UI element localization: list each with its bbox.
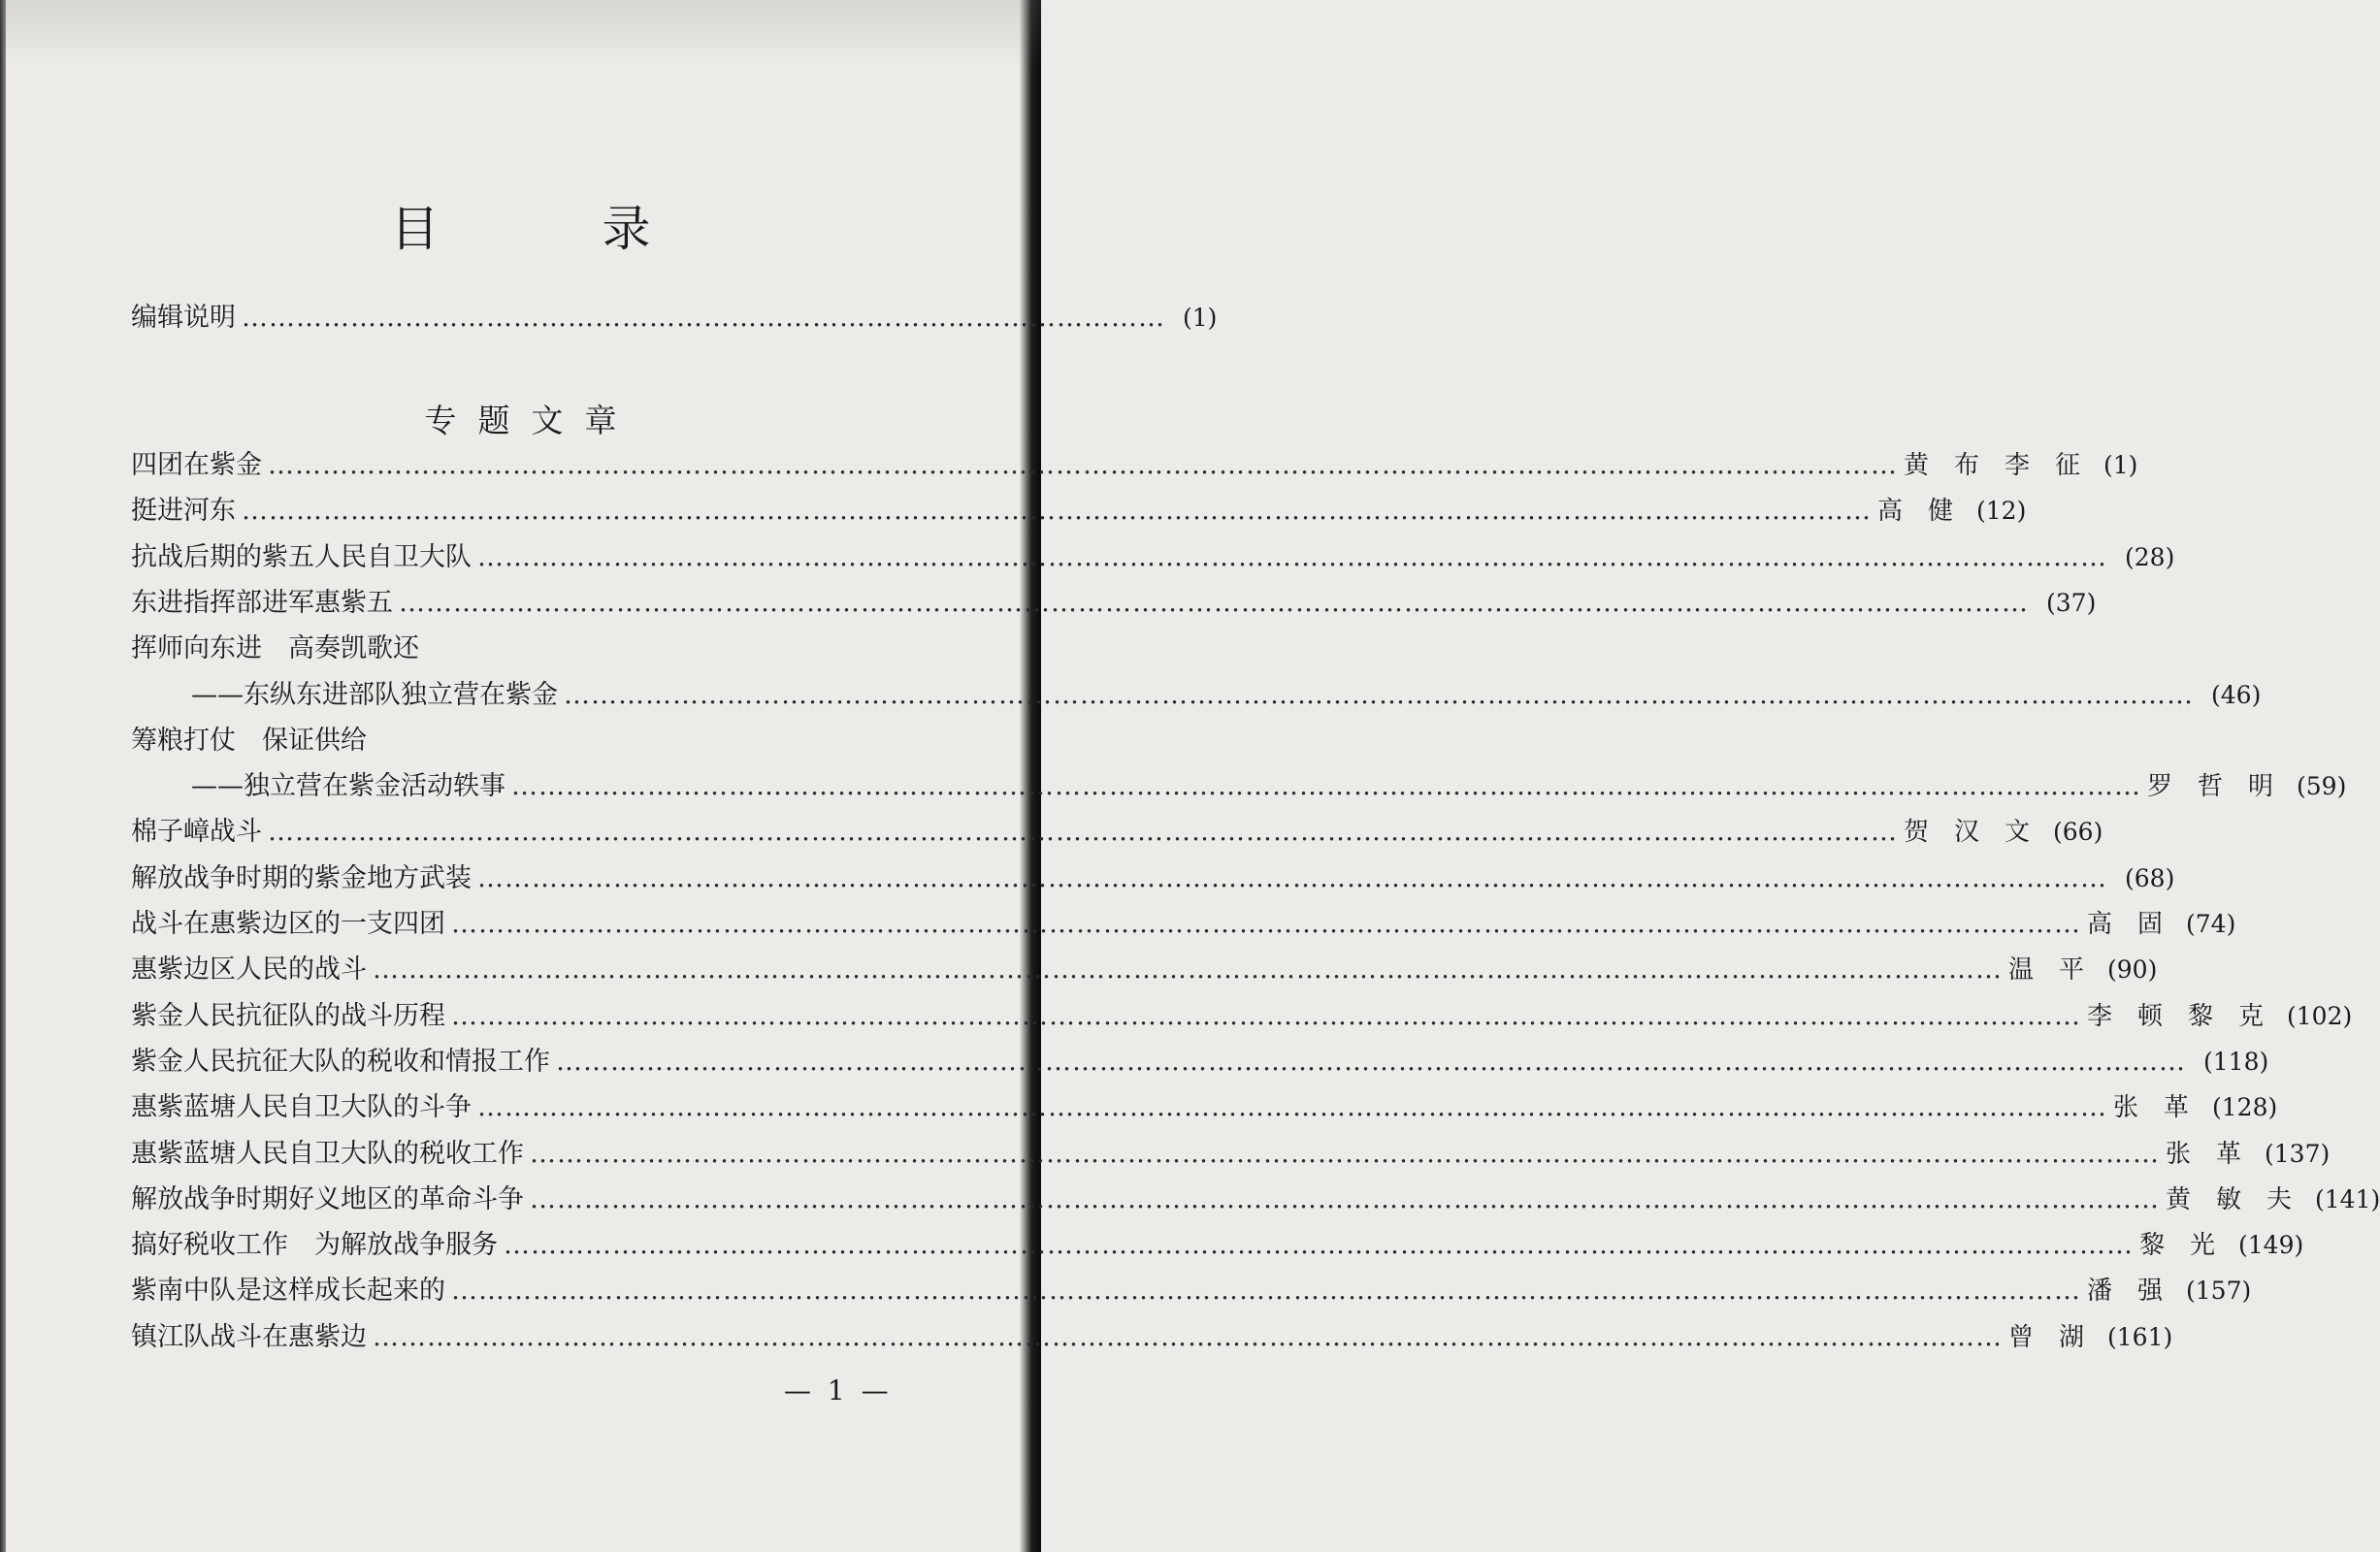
toc-row: [131, 538, 2175, 577]
toc-entry-title: 东进指挥部进军惠紫五: [131, 588, 393, 618]
dot-leader: ………………………………………………………………………………………………………………………………………………………………: [373, 1322, 2003, 1352]
toc-entry-title: 搞好税收工作 为解放战争服务: [131, 1230, 498, 1260]
toc-row: [131, 722, 927, 760]
toc-entry-page: (37): [2046, 589, 2097, 617]
toc-row: [131, 1088, 2278, 1127]
toc-entry-page: (118): [2203, 1048, 2269, 1076]
toc-entry-title: 战斗在惠紫边区的一支四团: [131, 909, 445, 939]
toc-entry-title: 棉子嶂战斗: [131, 817, 262, 847]
toc-row: [131, 1043, 2269, 1082]
toc-entry-page: (149): [2238, 1231, 2304, 1259]
toc-entry-title: ——独立营在紫金活动轶事: [191, 771, 505, 801]
toc-entry-title: 四团在紫金: [131, 450, 262, 480]
toc-entry-author: 曾湖: [2008, 1323, 2110, 1352]
toc-entry-author: 高健: [1877, 497, 1979, 526]
dot-leader: ………………………………………………………………………………………………………………………………………………………………: [477, 863, 2107, 893]
toc-entry-page: (157): [2186, 1277, 2252, 1305]
toc-entry-page: (12): [1976, 497, 2027, 525]
dot-leader: ………………………………………………………………………………………………………………………………………………………………: [564, 680, 2194, 710]
toc-row: [131, 676, 2262, 715]
section-title: 专题文章: [424, 402, 638, 439]
dot-leader: ………………………………………………………………………………………………………………………………………………………………: [511, 771, 2141, 801]
dot-leader: ………………………………………………………………………………………………………………………………………………………………: [268, 817, 1898, 847]
toc-row: [131, 767, 2347, 806]
toc-row: [131, 630, 927, 668]
toc-entry-page: (161): [2107, 1323, 2173, 1351]
toc-entry-title: 镇江队战斗在惠紫边: [131, 1322, 367, 1352]
toc-entry-author: 黄敏夫: [2166, 1185, 2318, 1214]
toc-entry-page: (59): [2297, 772, 2347, 800]
toc-entry-title: 惠紫蓝塘人民自卫大队的斗争: [131, 1092, 472, 1122]
toc-entry-author: 高固: [2087, 910, 2189, 939]
toc-row: [131, 859, 2175, 898]
toc-row: [131, 905, 2236, 944]
toc-row: [131, 997, 2353, 1036]
toc-entry-author: 温平: [2008, 955, 2110, 985]
toc-entry-page: (74): [2186, 910, 2236, 938]
page-title: 目 录: [390, 201, 725, 257]
toc-entry-author: 黄布李征: [1904, 451, 2106, 480]
toc-entry-title: 解放战争时期好义地区的革命斗争: [131, 1184, 524, 1214]
toc-entry-title: 解放战争时期的紫金地方武装: [131, 863, 472, 893]
toc-entry-page: (1): [1183, 304, 1218, 332]
toc-entry-page: (137): [2265, 1140, 2331, 1168]
dot-leader: ………………………………………………………………………………………………………………………………………………………………: [530, 1184, 2160, 1214]
dot-leader: ………………………………………………………………………………………………………………………………………………………………: [477, 1092, 2107, 1122]
scan-shading: [0, 0, 1041, 68]
toc-entry-author: 张革: [2113, 1093, 2215, 1122]
dot-leader: ………………………………………………………………………………………………………………………………………………………………: [477, 542, 2107, 572]
dot-leader: …………………………………………………………………………………………: [242, 303, 1165, 333]
toc-row: [131, 813, 2103, 852]
toc-entry-title: 紫金人民抗征大队的税收和情报工作: [131, 1047, 550, 1077]
toc-row: [131, 446, 2138, 485]
toc-row-preface: [131, 299, 1218, 338]
dot-leader: ………………………………………………………………………………………………………………………………………………………………: [242, 496, 1872, 526]
toc-entry-page: (28): [2125, 543, 2175, 571]
toc-entry-title: 紫南中队是这样成长起来的: [131, 1276, 445, 1306]
toc-entry-author: 潘强: [2087, 1277, 2189, 1306]
toc-entry-title: ——东纵东进部队独立营在紫金: [191, 680, 558, 710]
dot-leader: ………………………………………………………………………………………………………………………………………………………………: [556, 1047, 2186, 1077]
page-number: — 1 —: [784, 1374, 893, 1406]
toc-row: [131, 584, 2097, 623]
toc-entry-title: 筹粮打仗 保证供给: [131, 726, 367, 756]
dot-leader: ………………………………………………………………………………………………………………………………………………………………: [373, 954, 2003, 985]
toc-entry-title: 惠紫蓝塘人民自卫大队的税收工作: [131, 1139, 524, 1169]
dot-leader: ………………………………………………………………………………………………………………………………………………………………: [451, 909, 2081, 939]
toc-entry-title: 紫金人民抗征队的战斗历程: [131, 1001, 445, 1031]
toc-entry-author: 黎光: [2139, 1231, 2241, 1260]
dot-leader: ………………………………………………………………………………………………………………………………………………………………: [451, 1001, 2081, 1031]
toc-entry-page: (141): [2315, 1185, 2380, 1213]
toc-entry-title: 挺进河东: [131, 496, 236, 526]
dot-leader: ………………………………………………………………………………………………………………………………………………………………: [530, 1139, 2160, 1169]
dot-leader: ………………………………………………………………………………………………………………………………………………………………: [399, 588, 2029, 618]
toc-row: [131, 1180, 2380, 1219]
toc-entry-title: 编辑说明: [131, 303, 236, 333]
dot-leader: ………………………………………………………………………………………………………………………………………………………………: [268, 450, 1898, 480]
toc-entry-page: (46): [2211, 681, 2262, 709]
toc-entry-title: 惠紫边区人民的战斗: [131, 954, 367, 985]
toc-entry-page: (102): [2287, 1002, 2353, 1030]
toc-entry-page: (90): [2107, 955, 2158, 984]
dot-leader: ………………………………………………………………………………………………………………………………………………………………: [451, 1276, 2081, 1306]
dot-leader: ………………………………………………………………………………………………………………………………………………………………: [504, 1230, 2134, 1260]
toc-entry-author: 罗哲明: [2147, 772, 2299, 801]
toc-entry-title: 抗战后期的紫五人民自卫大队: [131, 542, 472, 572]
toc-entry-author: 李顿黎克: [2087, 1002, 2290, 1031]
toc-row: [131, 1226, 2304, 1265]
toc-row: [131, 1318, 2173, 1357]
toc-row: [131, 492, 2027, 531]
toc-row: [131, 1135, 2331, 1174]
toc-entry-page: (66): [2053, 818, 2103, 846]
toc-row: [131, 951, 2158, 989]
toc-entry-page: (128): [2212, 1093, 2278, 1121]
toc-entry-author: 张革: [2166, 1140, 2267, 1169]
toc-entry-page: (68): [2125, 864, 2175, 892]
toc-row: [131, 1272, 2252, 1310]
toc-entry-title: 挥师向东进 高奏凯歌还: [131, 633, 419, 663]
toc-entry-author: 贺汉文: [1904, 818, 2056, 847]
toc-entry-page: (1): [2103, 451, 2138, 479]
